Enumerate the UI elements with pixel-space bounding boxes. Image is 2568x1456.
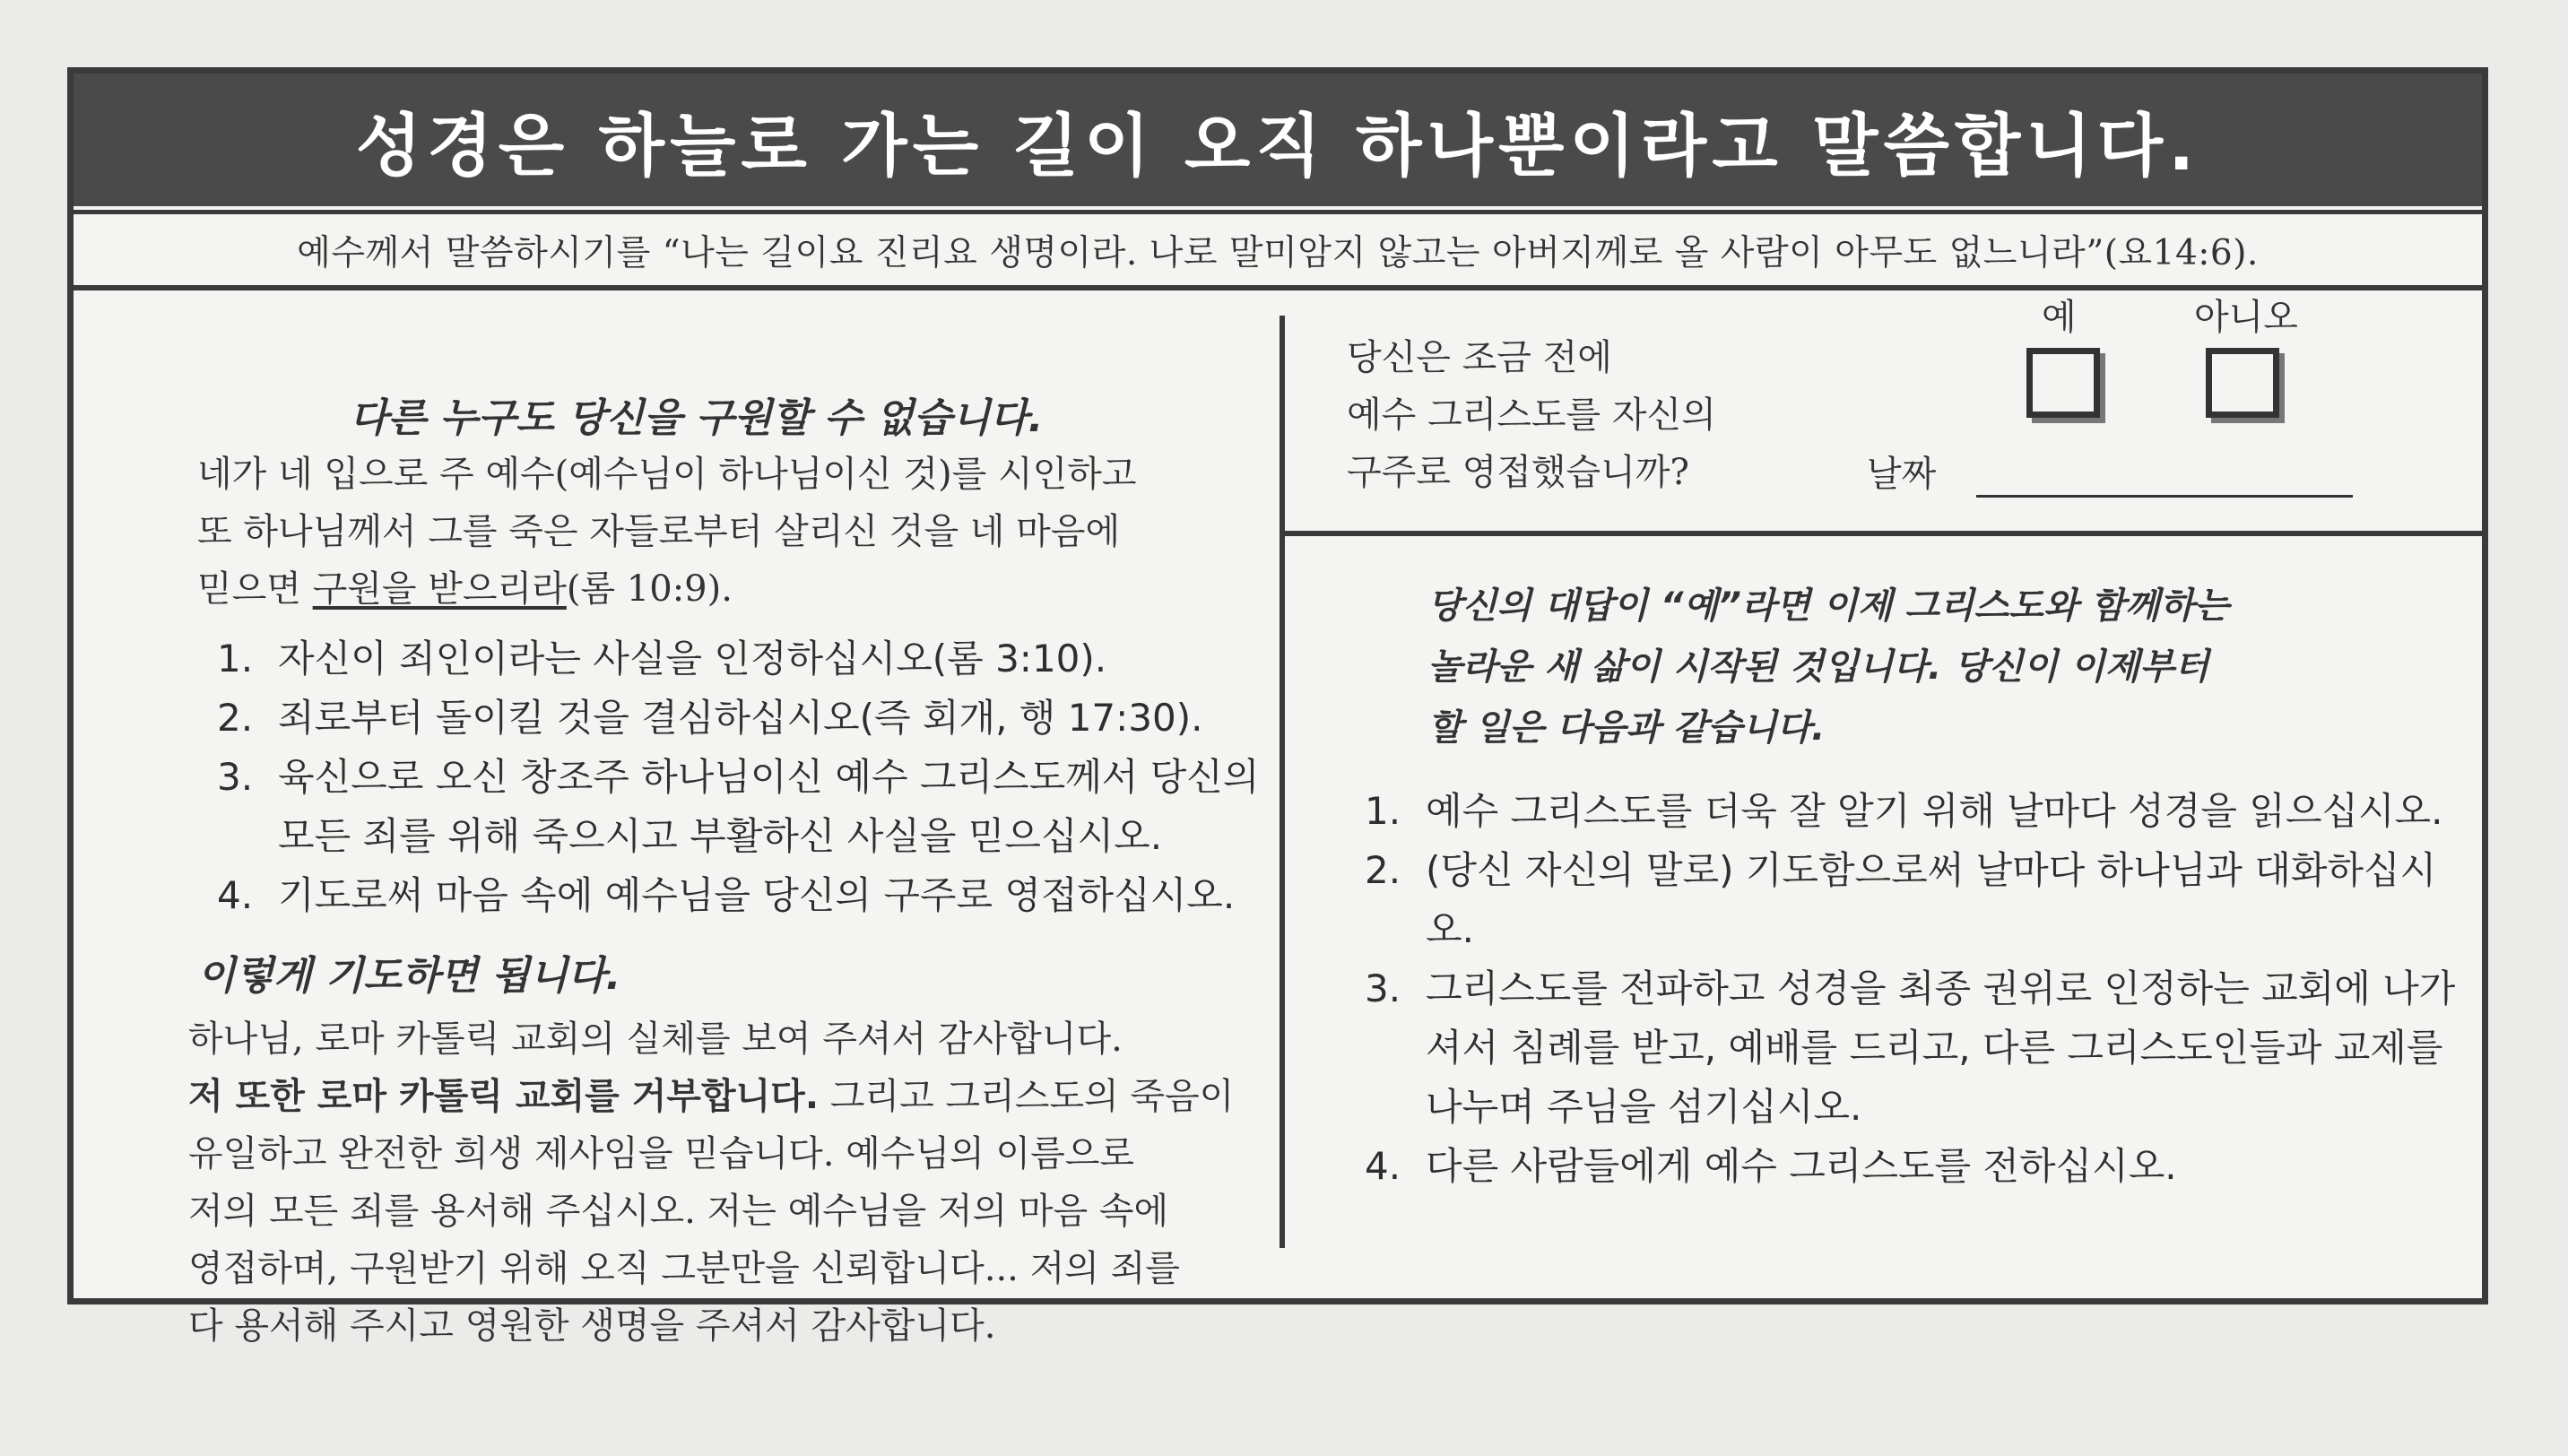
step-text: 기도로써 마음 속에 예수님을 당신의 구주로 영접하십시오.: [278, 873, 1236, 917]
intro-paragraph: [197, 446, 1327, 618]
intro-line: 또 하나님께서 그를 죽은 자들로부터 살리신 것을 네 마음에: [197, 511, 1121, 552]
step-number: 4.: [217, 873, 254, 917]
list-item-continuation: 모든 죄를 위해 죽으시고 부활하신 사실을 믿으십시오.: [278, 814, 1163, 858]
step-text: 죄로부터 돌이킬 것을 결심하십시오(즉 회개, 행 17:30).: [278, 696, 1203, 740]
list-item: [1365, 1137, 2468, 1196]
answer-heading: [1427, 576, 2414, 758]
prayer-line: 하나님, 로마 카톨릭 교회의 실체를 보여 주셔서 감사합니다.: [188, 1018, 1123, 1060]
no-label: 아니오: [2194, 297, 2298, 338]
step-text: 자신이 죄인이라는 사실을 인정하십시오(롬 3:10).: [278, 637, 1107, 680]
step-text: (당신 자신의 말로) 기도함으로써 날마다 하나님과 대화하십시오.: [1426, 848, 2437, 951]
heading-pray-like-this: 이렇게 기도하면 됩니다.: [197, 953, 621, 999]
intro-line-ref: (롬 10:9).: [566, 568, 733, 610]
step-number: 4.: [1365, 1144, 1401, 1188]
yes-checkbox[interactable]: [2026, 348, 2100, 418]
prayer-bold-phrase: 저 또한 로마 카톨릭 교회를 거부합니다.: [188, 1076, 820, 1117]
question-line: 구주로 영접했습니까?: [1347, 452, 1689, 493]
step-text: 다른 사람들에게 예수 그리스도를 전하십시오.: [1426, 1144, 2177, 1188]
prayer-line: 다 용서해 주시고 영원한 생명을 주셔서 감사합니다.: [188, 1305, 996, 1347]
list-item: [217, 629, 1383, 689]
list-item: [1365, 841, 2468, 959]
list-item: [217, 866, 1383, 925]
list-item: [217, 748, 1383, 807]
yes-label: 예: [2042, 297, 2077, 338]
intro-line-text: 믿으면: [197, 568, 313, 610]
answer-heading-line: 할 일은 다음과 같습니다.: [1427, 707, 1826, 749]
next-steps-list: [1365, 782, 2468, 1196]
step-number: 1.: [217, 637, 254, 680]
heading-no-one-can-save: 다른 누구도 당신을 구원할 수 없습니다.: [350, 395, 1044, 441]
list-item: [1365, 959, 2468, 1137]
step-number: 3.: [217, 755, 254, 799]
step-text: 그리스도를 전파하고 성경을 최종 권위로 인정하는 교회에 나가셔서 침례를 받고, 예배를 드리고, 다른 그리스도인들과 교제를 나누며 주님을 섬기십시오.: [1426, 966, 2456, 1129]
list-item: [1365, 782, 2468, 841]
intro-line: [197, 560, 1327, 618]
date-label: 날짜: [1867, 454, 1937, 495]
tract-frame: [67, 67, 2488, 1347]
prayer-paragraph: [188, 1010, 1381, 1355]
date-field-line[interactable]: [1976, 495, 2353, 498]
acceptance-question: [1347, 329, 1885, 501]
prayer-line: [188, 1068, 1381, 1125]
question-line: 예수 그리스도를 자신의: [1347, 394, 1716, 436]
verse-quote: 예수께서 말씀하시기를 “나는 길이요 진리요 생명이라. 나로 말미암지 않고는 아버지께로 올 사람이 아무도 없느니라”(요14:6).: [74, 210, 2482, 290]
column-divider: [1280, 316, 1285, 1248]
step-number: 2.: [217, 696, 254, 740]
question-line: 당신은 조금 전에: [1347, 337, 1612, 378]
step-text: 육신으로 오신 창조주 하나님이신 예수 그리스도께서 당신의: [278, 755, 1260, 799]
section-divider: [1280, 531, 2486, 536]
step-text: 예수 그리스도를 더욱 잘 알기 위해 날마다 성경을 읽으십시오.: [1426, 789, 2443, 833]
step-number: 2.: [1365, 848, 1401, 892]
answer-heading-line: 당신의 대답이 “예”라면 이제 그리스도와 함께하는: [1427, 585, 2229, 627]
banner-title: 성경은 하늘로 가는 길이 오직 하나뿐이라고 말씀합니다.: [74, 74, 2482, 206]
prayer-line: 영접하며, 구원받기 위해 오직 그분만을 신뢰합니다... 저의 죄를: [188, 1248, 1180, 1289]
step-number: 1.: [1365, 789, 1401, 833]
intro-line: 네가 네 입으로 주 예수(예수님이 하나님이신 것)를 시인하고: [197, 454, 1137, 495]
no-checkbox[interactable]: [2206, 348, 2279, 418]
underlined-phrase: 구원을 받으리라: [312, 568, 567, 610]
answer-heading-line: 놀라운 새 삶이 시작된 것입니다. 당신이 이제부터: [1427, 646, 2209, 688]
prayer-line: 저의 모든 죄를 용서해 주십시오. 저는 예수님을 저의 마음 속에: [188, 1191, 1169, 1232]
list-item: [217, 689, 1383, 748]
prayer-line-rest: 그리고 그리스도의 죽음이: [819, 1076, 1235, 1117]
step-number: 3.: [1365, 966, 1401, 1010]
salvation-steps: [217, 629, 1383, 925]
prayer-line: 유일하고 완전한 희생 제사임을 믿습니다. 예수님의 이름으로: [188, 1133, 1135, 1174]
